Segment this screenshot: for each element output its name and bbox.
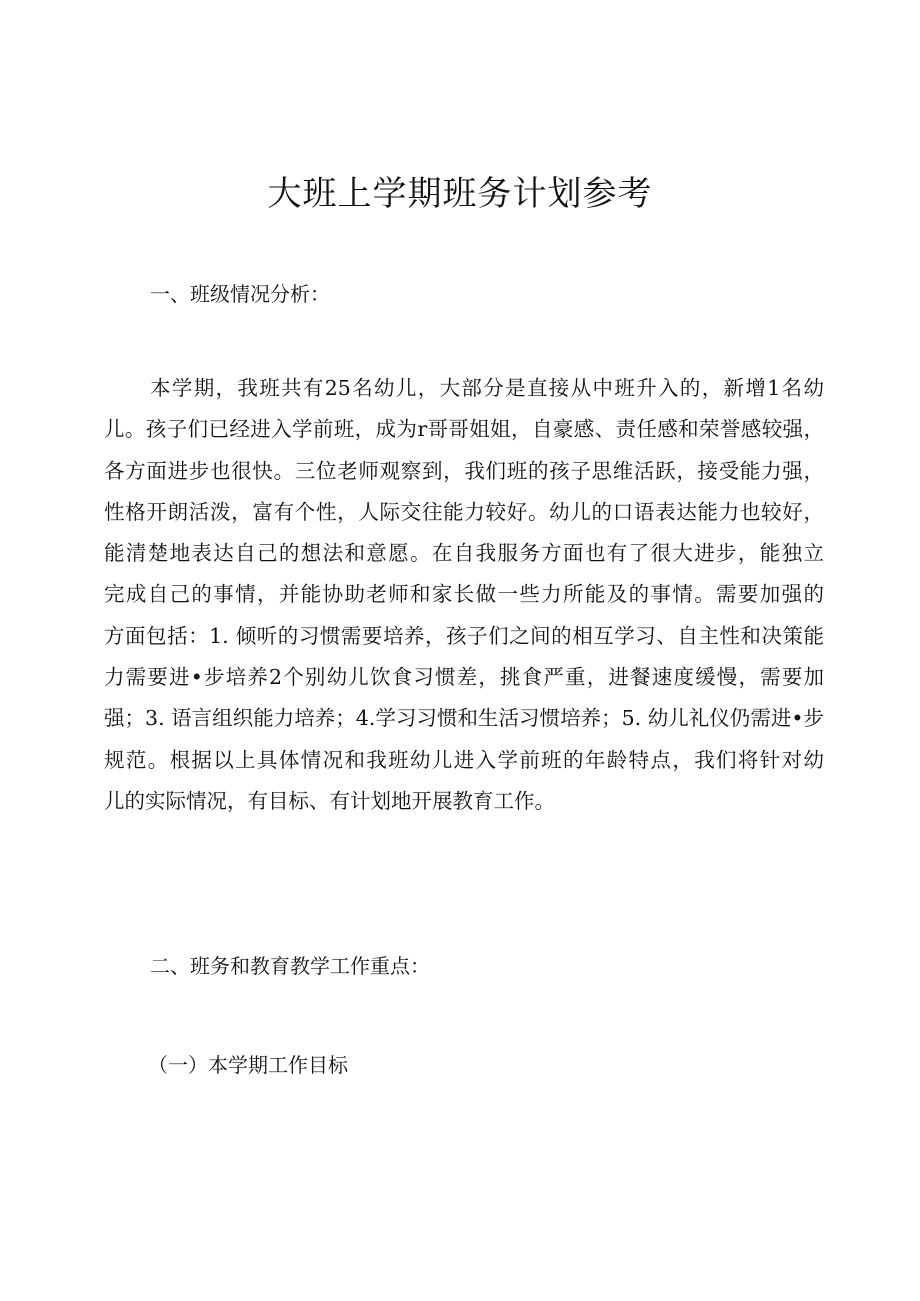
- paragraph-line: 完成自己的事情，并能协助老师和家长做一些力所能及的事情。需要加强的: [104, 582, 824, 607]
- class-analysis-paragraph: [104, 368, 824, 822]
- section-heading-work-focus: 二、班务和教育教学工作重点：: [150, 954, 430, 978]
- section-heading-class-analysis: 一、班级情况分析：: [150, 282, 330, 306]
- paragraph-line: 本学期，我班共有25名幼儿，大部分是直接从中班升入的，新增1名幼: [150, 376, 824, 400]
- paragraph-line: 儿的实际情况，有目标、有计划地开展教育工作。: [104, 788, 555, 813]
- paragraph-line: 儿。孩子们已经进入学前班，成为r哥哥姐姐，自豪感、责任感和荣誉感较强，: [104, 417, 824, 442]
- document-title: 大班上学期班务计划参考: [267, 174, 653, 214]
- paragraph-line: 各方面进步也很快。三位老师观察到，我们班的孩子思维活跃，接受能力强，: [104, 458, 824, 483]
- paragraph-line: 强；3. 语言组织能力培养；4.学习习惯和生活习惯培养；5. 幼儿礼仪仍需进•步: [104, 706, 824, 731]
- paragraph-line: 方面包括：1. 倾听的习惯需要培养，孩子们之间的相互学习、自主性和决策能: [104, 623, 824, 648]
- paragraph-line: 力需要进•步培养2个别幼儿饮食习惯差，挑食严重，进餐速度缓慢，需要加: [104, 665, 824, 690]
- subsection-heading-semester-goals: （一）本学期工作目标: [148, 1053, 348, 1077]
- paragraph-line: 规范。根据以上具体情况和我班幼儿进入学前班的年龄特点，我们将针对幼: [104, 747, 824, 772]
- paragraph-line: 能清楚地表达自己的想法和意愿。在自我服务方面也有了很大进步，能独立: [104, 541, 824, 566]
- paragraph-line: 性格开朗活泼，富有个性，人际交往能力较好。幼儿的口语表达能力也较好，: [104, 499, 824, 524]
